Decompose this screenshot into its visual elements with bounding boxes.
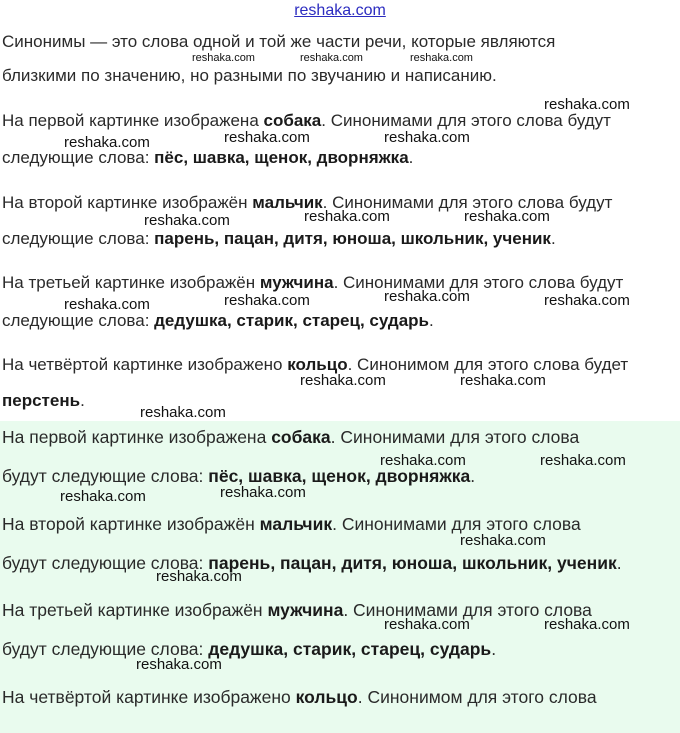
green-item-1-line-2: будут следующие слова: пёс, шавка, щенок, дворняжка. — [2, 466, 476, 486]
watermark: reshaka.com — [460, 532, 546, 549]
green-item-2-line-2: будут следующие слова: парень, пацан, дитя, юноша, школьник, ученик. — [2, 553, 622, 573]
intro-line-2: близкими по значению, но разными по звучанию и написанию. — [2, 66, 497, 85]
watermark: reshaka.com — [544, 292, 630, 309]
intro-line-1: Синонимы — это слова одной и той же части речи, которые являются — [2, 32, 556, 51]
watermark: reshaka.com — [544, 96, 630, 113]
watermark: reshaka.com — [304, 208, 390, 225]
green-item-3-line-2: будут следующие слова: дедушка, старик, старец, сударь. — [2, 639, 497, 659]
watermark: reshaka.com — [64, 296, 150, 313]
watermark: reshaka.com — [460, 372, 546, 389]
item-4-line-1: На четвёртой картинке изображено кольцо. Синонимом для этого слова будет — [2, 355, 629, 374]
item-1-line-2: следующие слова: пёс, шавка, щенок, дворняжка. — [2, 148, 414, 167]
watermark: reshaka.com — [384, 616, 470, 633]
watermark: reshaka.com — [540, 452, 626, 469]
watermark: reshaka.com — [380, 452, 466, 469]
item-2-line-1: На второй картинке изображён мальчик. Синонимами для этого слова будут — [2, 193, 613, 212]
item-2-line-2: следующие слова: парень, пацан, дитя, юноша, школьник, ученик. — [2, 229, 556, 248]
watermark: reshaka.com — [544, 616, 630, 633]
watermark: reshaka.com — [224, 292, 310, 309]
watermark: reshaka.com — [140, 404, 226, 421]
watermark: reshaka.com — [144, 212, 230, 229]
watermark: reshaka.com — [464, 208, 550, 225]
watermark: reshaka.com — [60, 488, 146, 505]
watermark: reshaka.com — [224, 129, 310, 146]
watermark: reshaka.com — [300, 372, 386, 389]
item-3-line-1: На третьей картинке изображён мужчина. Синонимами для этого слова будут — [2, 273, 624, 292]
item-4-line-2: перстень. — [2, 391, 85, 410]
green-item-1-line-1: На первой картинке изображена собака. Синонимами для этого слова — [2, 427, 580, 447]
green-item-2-line-1: На второй картинке изображён мальчик. Синонимами для этого слова — [2, 514, 581, 534]
watermark: reshaka.com — [156, 568, 242, 585]
watermark: reshaka.com — [384, 288, 470, 305]
watermark: reshaka.com — [192, 52, 255, 64]
watermark: reshaka.com — [220, 484, 306, 501]
green-item-4-line-1: На четвёртой картинке изображено кольцо. Синонимом для этого слова — [2, 687, 597, 707]
item-3-line-2: следующие слова: дедушка, старик, старец, сударь. — [2, 311, 434, 330]
site-header-link[interactable]: reshaka.com — [294, 2, 386, 19]
item-1-line-1: На первой картинке изображена собака. Синонимами для этого слова будут — [2, 111, 611, 130]
watermark: reshaka.com — [410, 52, 473, 64]
watermark: reshaka.com — [64, 134, 150, 151]
green-item-3-line-1: На третьей картинке изображён мужчина. Синонимами для этого слова — [2, 600, 592, 620]
watermark: reshaka.com — [384, 129, 470, 146]
watermark: reshaka.com — [300, 52, 363, 64]
watermark: reshaka.com — [136, 656, 222, 673]
